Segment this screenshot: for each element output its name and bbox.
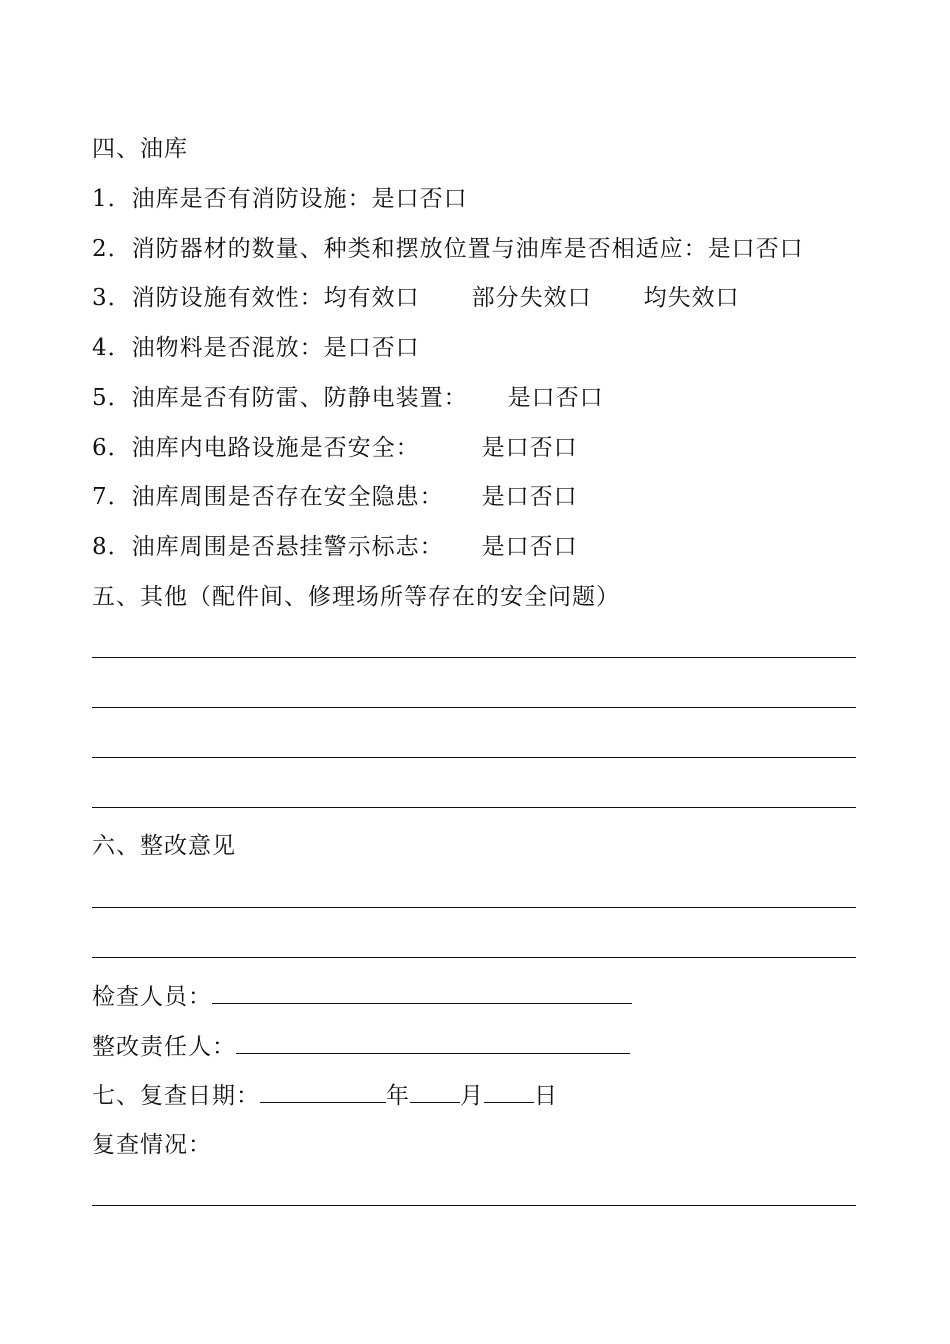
item-7-yes-no-checkbox[interactable]: 是口否口 xyxy=(481,484,578,510)
day-label: 日 xyxy=(534,1083,558,1109)
review-year-blank[interactable] xyxy=(260,1080,386,1103)
item-4-yes-no-checkbox[interactable]: 是口否口 xyxy=(323,335,420,361)
item-5-yes-no-checkbox[interactable]: 是口否口 xyxy=(507,385,604,411)
item-8-yes-no-checkbox[interactable]: 是口否口 xyxy=(481,534,578,560)
checklist-item-7 xyxy=(92,482,578,512)
review-month-blank[interactable] xyxy=(410,1080,460,1103)
responsible-person-label: 整改责任人： xyxy=(92,1034,236,1060)
inspector-row xyxy=(92,981,632,1012)
item-3-option-all-failed-checkbox[interactable]: 均失效口 xyxy=(643,285,740,311)
inspector-blank[interactable] xyxy=(212,981,632,1004)
section-heading-oil-depot: 四、油库 xyxy=(92,136,188,162)
responsible-person-blank[interactable] xyxy=(236,1031,630,1054)
item-6-yes-no-checkbox[interactable]: 是口否口 xyxy=(481,435,578,461)
checklist-item-6 xyxy=(92,433,578,463)
item-2-question: 2．消防器材的数量、种类和摆放位置与油库是否相适应： xyxy=(92,236,708,262)
item-2-yes-no-checkbox[interactable]: 是口否口 xyxy=(707,236,804,262)
checklist-item-5 xyxy=(92,383,604,413)
review-date-label: 七、复查日期： xyxy=(92,1083,260,1109)
item-4-question: 4．油物料是否混放： xyxy=(92,335,324,361)
other-issues-writing-line-2[interactable] xyxy=(92,707,856,708)
checklist-item-4 xyxy=(92,333,420,363)
checklist-item-3 xyxy=(92,283,740,313)
review-day-blank[interactable] xyxy=(484,1080,534,1103)
item-1-yes-no-checkbox[interactable]: 是口否口 xyxy=(371,186,468,212)
item-3-option-partly-failed-checkbox[interactable]: 部分失效口 xyxy=(471,285,592,311)
item-3-question: 3．消防设施有效性： xyxy=(92,285,324,311)
checklist-item-1 xyxy=(92,184,468,214)
review-status-label: 复查情况： xyxy=(92,1132,212,1158)
item-7-question: 7．油库周围是否存在安全隐患： xyxy=(92,484,444,510)
month-label: 月 xyxy=(460,1083,484,1109)
item-3-option-all-effective-checkbox[interactable]: 均有效口 xyxy=(323,285,420,311)
item-8-question: 8．油库周围是否悬挂警示标志： xyxy=(92,534,444,560)
other-issues-writing-line-4[interactable] xyxy=(92,807,856,808)
rectification-writing-line-1[interactable] xyxy=(92,907,856,908)
checklist-item-8 xyxy=(92,532,578,562)
item-6-question: 6．油库内电路设施是否安全： xyxy=(92,435,420,461)
other-issues-writing-line-1[interactable] xyxy=(92,657,856,658)
other-issues-writing-line-3[interactable] xyxy=(92,757,856,758)
section-heading-other: 五、其他（配件间、修理场所等存在的安全问题） xyxy=(92,584,620,610)
rectification-writing-line-2[interactable] xyxy=(92,957,856,958)
responsible-row xyxy=(92,1031,630,1062)
item-1-question: 1．油库是否有消防设施： xyxy=(92,186,372,212)
item-5-question: 5．油库是否有防雷、防静电装置： xyxy=(92,385,468,411)
section-heading-rectification: 六、整改意见 xyxy=(92,833,236,859)
year-label: 年 xyxy=(386,1083,410,1109)
review-date-row xyxy=(92,1080,558,1111)
inspector-label: 检查人员： xyxy=(92,984,212,1010)
review-status-writing-line[interactable] xyxy=(92,1205,856,1206)
checklist-item-2 xyxy=(92,234,804,264)
